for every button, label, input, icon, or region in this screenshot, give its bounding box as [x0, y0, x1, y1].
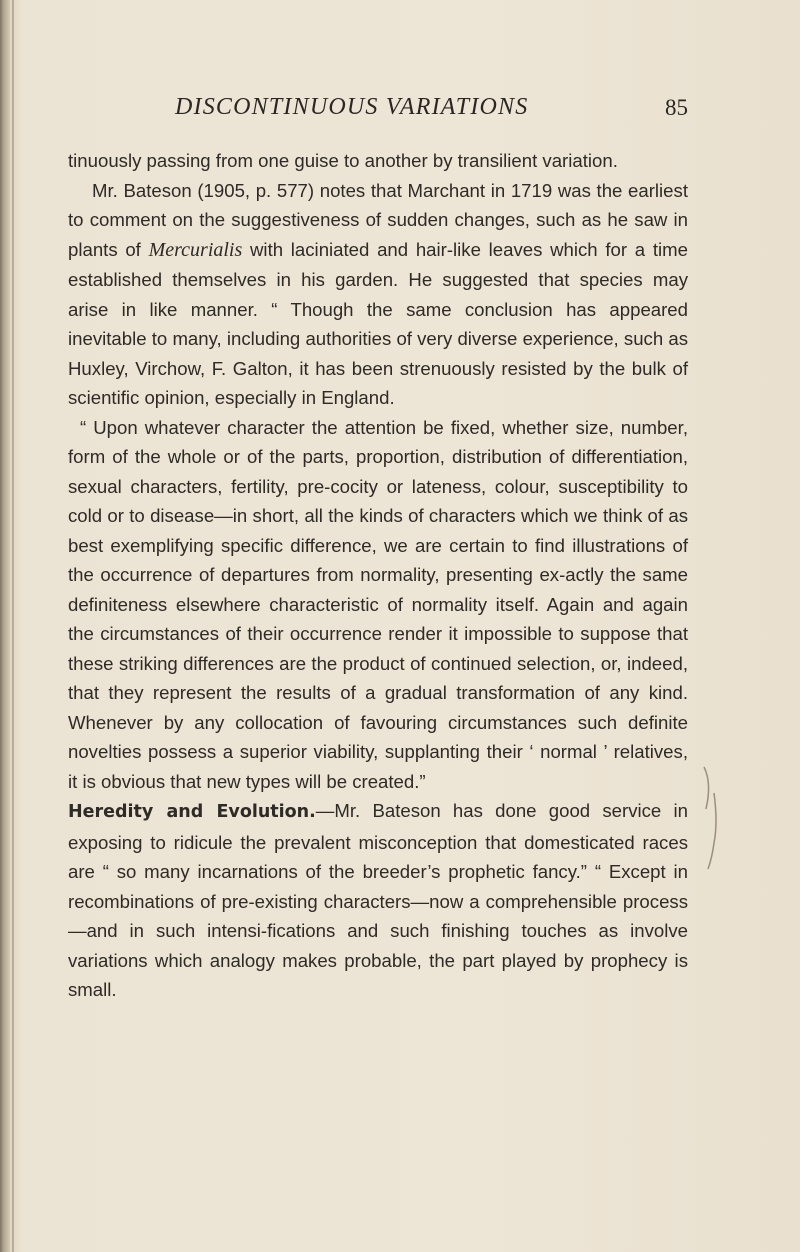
paragraph-continuation — [68, 146, 688, 176]
section-heading: Heredity and Evolution. — [68, 802, 316, 822]
paragraph-quotation — [68, 413, 688, 797]
mercurialis-italic: Mercurialis — [148, 238, 243, 261]
paragraph-bateson-marchant — [68, 176, 688, 413]
paragraph-2-text-after: with laciniated and hair-like leaves which for a time established themselves in his garden. He suggested that species may arise in like manner. “ Though the same conclusion has appeared inevitable to many, including authorities of very diverse experience, such as Huxley, Virchow, F. Galton, it has been strenuously resisted by the bulk of scientific opinion, especially in England. — [68, 238, 688, 408]
body-text — [68, 146, 688, 1005]
page-binding-edge — [0, 0, 10, 1252]
paragraph-2-text-before: Mr. Bateson (1905, p. 577) notes that Marchant in 1719 was the earliest to comment on the suggestiveness of sudden changes, such as he saw in plants of — [68, 179, 688, 260]
paragraph-3-text: “ Upon whatever character the attention be fixed, whether size, number, form of the whole or of the parts, proportion, distribution of differentiation, sexual characters, fertility, pre-cocity or lateness, colour, susceptibility to cold or to disease—in short, all the kinds of characters which we think of as best exemplifying specific difference, we are certain to find illustrations of the occurrence of departures from normality, presenting ex-actly the same definiteness elsewhere characteristic of normality itself. Again and again the circumstances of their occurrence render it impossible to suppose that these striking differences are the product of continued selection, or, indeed, that they represent the results of a gradual transformation of any kind. Whenever by any collocation of favouring circumstances such definite novelties possess a superior viability, supplanting their ‘ normal ’ relatives, it is obvious that new types will be created.” — [68, 416, 688, 792]
running-title: DISCONTINUOUS VARIATIONS — [175, 94, 529, 120]
page-binding-line — [12, 0, 14, 1252]
margin-bracket-icon — [700, 763, 718, 873]
paragraph-4-text: —Mr. Bateson has done good service in exposing to ridicule the prevalent misconception that domesticated races are “ so many incarnations of the breeder’s prophetic fancy.” “ Except in recombinations of pre-existing characters—now a comprehensible process—and in such intensi-fications and such finishing touches as involve variations which analogy makes probable, the part played by prophecy is small. — [68, 800, 688, 1000]
page-number: 85 — [665, 95, 688, 120]
paragraph-heredity-evolution — [68, 796, 688, 1005]
paragraph-1-text: tinuously passing from one guise to another by transilient variation. — [68, 150, 618, 171]
page-header — [68, 94, 688, 130]
margin-bracket-mark — [700, 763, 718, 873]
